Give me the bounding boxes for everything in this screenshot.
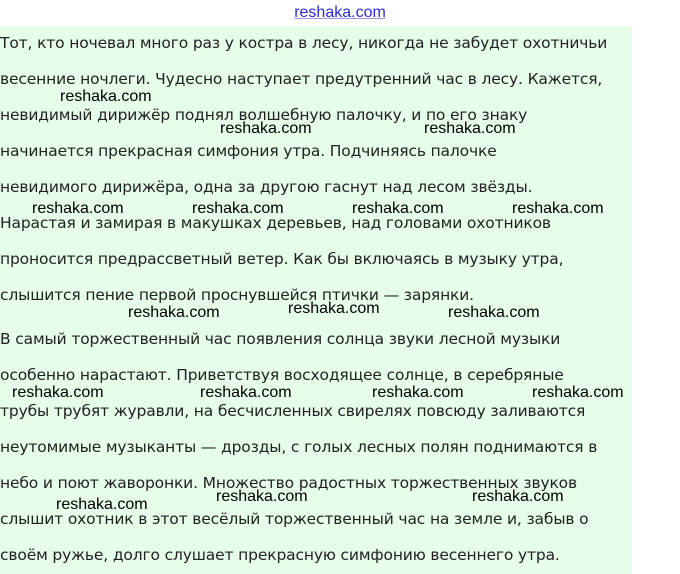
watermark: reshaka.com bbox=[372, 384, 464, 401]
text-line: слышит охотник в этот весёлый торжественный час на земле и, забыв о bbox=[0, 510, 589, 528]
text-line: В самый торжественный час появления солнца звуки лесной музыки bbox=[0, 330, 561, 348]
watermark: reshaka.com bbox=[192, 200, 284, 217]
watermark: reshaka.com bbox=[200, 384, 292, 401]
watermark: reshaka.com bbox=[56, 496, 148, 513]
site-header[interactable] bbox=[0, 0, 680, 26]
watermark: reshaka.com bbox=[32, 200, 124, 217]
watermark: reshaka.com bbox=[128, 304, 220, 321]
text-line: невидимый дирижёр поднял волшебную палочку, и по его знаку bbox=[0, 106, 528, 124]
watermark: reshaka.com bbox=[472, 488, 564, 505]
watermark: reshaka.com bbox=[424, 120, 516, 137]
watermark: reshaka.com bbox=[216, 488, 308, 505]
watermark: reshaka.com bbox=[512, 200, 604, 217]
site-name[interactable]: reshaka.com bbox=[294, 4, 386, 21]
watermark: reshaka.com bbox=[448, 304, 540, 321]
text-line: небо и поют жаворонки. Множество радостных торжественных звуков bbox=[0, 474, 577, 492]
text-line: начинается прекрасная симфония утра. Подчиняясь палочке bbox=[0, 142, 497, 160]
text-line: невидимого дирижёра, одна за другою гаснут над лесом звёзды. bbox=[0, 178, 533, 196]
watermark: reshaka.com bbox=[60, 88, 152, 105]
text-line: трубы трубят журавли, на бесчисленных свирелях повсюду заливаются bbox=[0, 402, 586, 420]
watermark: reshaka.com bbox=[12, 384, 104, 401]
text-line: особенно нарастают. Приветствуя восходящее солнце, в серебряные bbox=[0, 366, 564, 384]
text-line: неутомимые музыканты — дрозды, с голых лесных полян поднимаются в bbox=[0, 438, 598, 456]
text-line: весенние ночлеги. Чудесно наступает предутренний час в лесу. Кажется, bbox=[0, 70, 603, 88]
watermark: reshaka.com bbox=[532, 384, 624, 401]
text-line: Нарастая и замирая в макушках деревьев, над головами охотников bbox=[0, 214, 551, 232]
watermark: reshaka.com bbox=[288, 300, 380, 317]
text-line: слышится пение первой проснувшейся птички — зарянки. bbox=[0, 286, 474, 304]
text-line: Тот, кто ночевал много раз у костра в лесу, никогда не забудет охотничьи bbox=[0, 34, 608, 52]
watermark: reshaka.com bbox=[352, 200, 444, 217]
watermark: reshaka.com bbox=[220, 120, 312, 137]
text-line: своём ружье, долго слушает прекрасную симфонию весеннего утра. bbox=[0, 546, 560, 564]
text-line: проносится предрассветный ветер. Как бы включаясь в музыку утра, bbox=[0, 250, 564, 268]
